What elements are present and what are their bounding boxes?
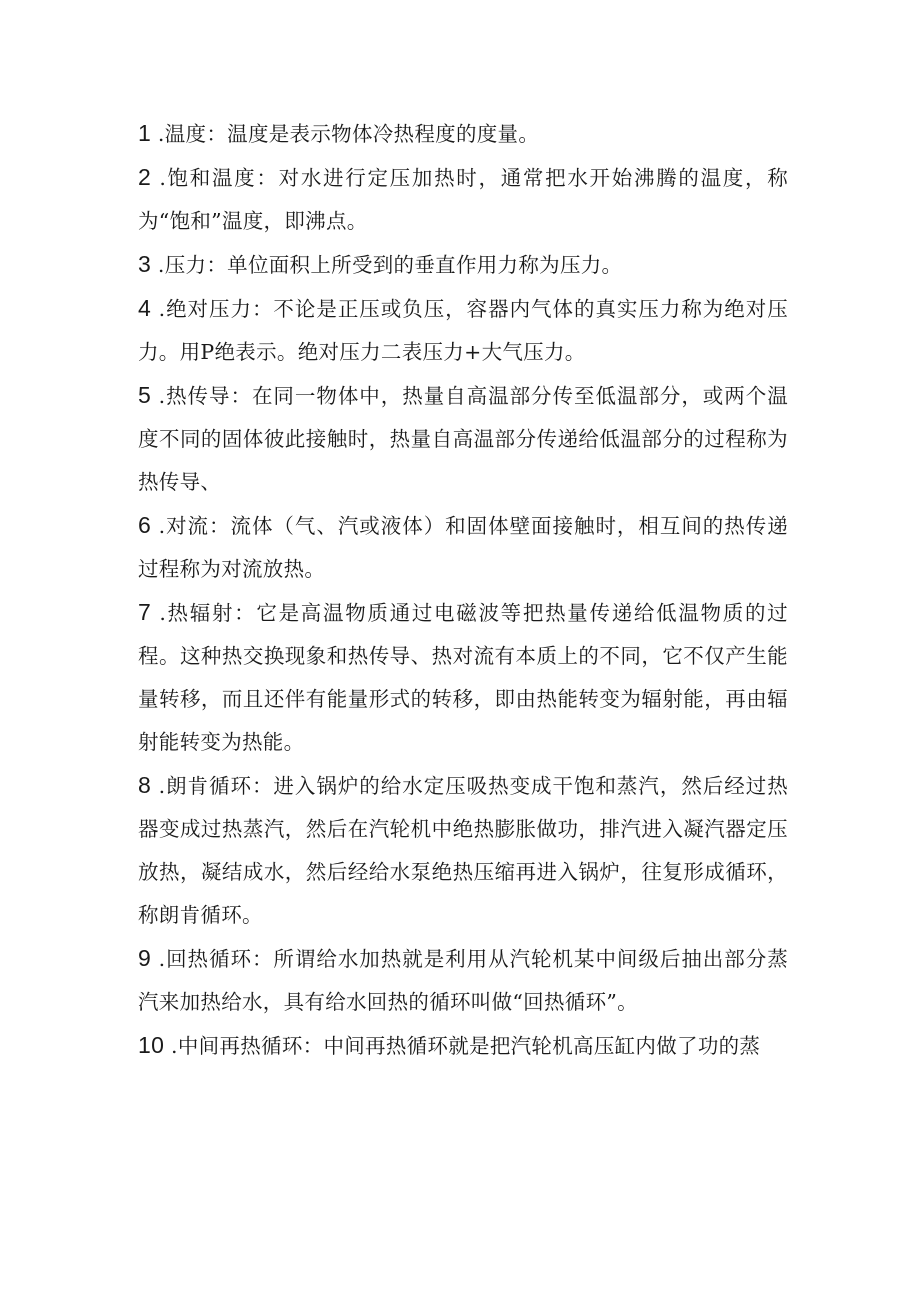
item-term: .压力： [157,253,228,277]
definition-item-10 [138,1024,788,1068]
item-number: 1 [138,120,152,146]
item-term: .朗肯循环： [158,774,274,798]
item-number: 5 [138,382,152,408]
item-number: 9 [138,945,152,971]
item-body: 进入锅炉的给水定压吸热变成干饱和蒸汽，然后经过热器变成过热蒸汽，然后在汽轮机中绝热膨胀做功，排汽进入凝汽器定压放热，凝结成水，然后经给水泵绝热压缩再进入锅炉，往复形成循环，称朗肯循环。 [138,774,788,927]
definition-item-1 [138,112,788,156]
item-body: 流体（气、汽或液体）和固体壁面接触时，相互间的热传递过程称为对流放热。 [138,514,788,581]
definition-item-2 [138,156,788,243]
item-number: 3 [138,251,152,277]
item-term: .对流： [158,514,231,538]
definition-item-9 [138,937,788,1024]
item-body: 所谓给水加热就是利用从汽轮机某中间级后抽出部分蒸汽来加热给水，具有给水回热的循环叫做“回热循环”。 [138,947,788,1014]
item-number: 8 [138,772,152,798]
definition-item-7 [138,591,788,764]
definition-item-5 [138,374,788,504]
item-body: 对水进行定压加热时，通常把水开始沸腾的温度，称为“饱和”温度，即沸点。 [138,166,788,233]
item-number: 7 [138,599,152,625]
item-term: .绝对压力： [158,297,274,321]
item-number: 4 [138,295,152,321]
definition-item-3 [138,243,788,287]
item-body: 它是高温物质通过电磁波等把热量传递给低温物质的过程。这种热交换现象和热传导、热对流有本质上的不同，它不仅产生能量转移，而且还伴有能量形式的转移，即由热能转变为辐射能，再由辐射能转变为热能。 [138,601,788,754]
item-term: .热辐射： [159,601,257,625]
definition-item-4 [138,287,788,374]
item-number: 6 [138,512,152,538]
item-term: .温度： [157,122,228,146]
document-page [138,112,788,1068]
definition-item-6 [138,504,788,591]
item-body: 中间再热循环就是把汽轮机高压缸内做了功的蒸 [323,1034,761,1058]
item-number: 2 [138,164,152,190]
item-term: .中间再热循环： [171,1034,324,1058]
item-body: 温度是表示物体冷热程度的度量。 [227,122,540,146]
item-body: 单位面积上所受到的垂直作用力称为压力。 [227,253,623,277]
item-term: .饱和温度： [159,166,279,190]
item-term: .热传导： [158,384,252,408]
item-number: 10 [138,1032,165,1058]
item-term: .回热循环： [158,947,274,971]
item-body: 在同一物体中，热量自高温部分传至低温部分，或两个温度不同的固体彼此接触时，热量自高温部分传递给低温部分的过程称为热传导、 [138,384,788,494]
item-body: 不论是正压或负压，容器内气体的真实压力称为绝对压力。用P绝表示。绝对压力二表压力+大气压力。 [138,297,788,364]
definition-item-8 [138,764,788,937]
